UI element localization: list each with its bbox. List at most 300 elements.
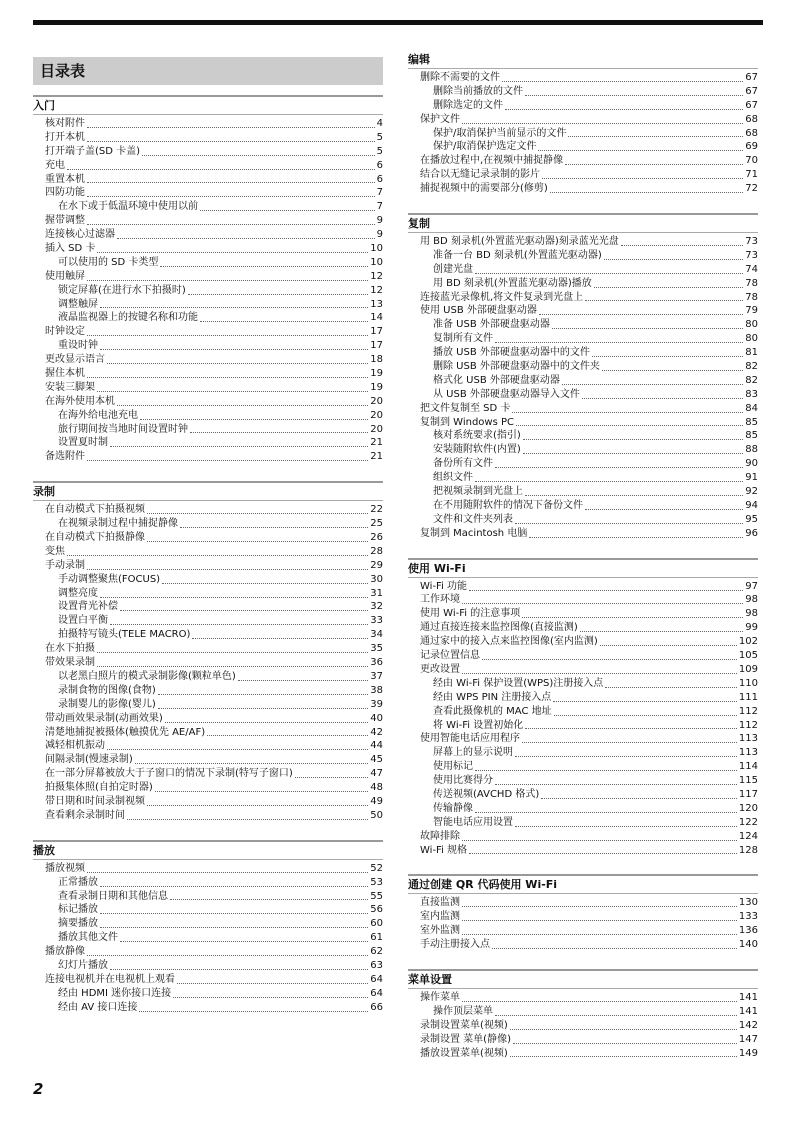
dot-leader — [97, 665, 368, 667]
toc-entry-page: 71 — [745, 169, 758, 181]
toc-entry[interactable] — [33, 795, 383, 809]
toc-entry-title: 在水下拍摄 — [45, 643, 95, 655]
dot-leader — [462, 1000, 737, 1002]
toc-entry[interactable] — [408, 127, 758, 141]
toc-entry[interactable] — [408, 830, 758, 844]
toc-entry[interactable] — [33, 573, 383, 587]
toc-entry-page: 39 — [370, 698, 383, 710]
toc-entry[interactable] — [408, 416, 758, 430]
dot-leader — [147, 804, 368, 806]
toc-entry[interactable] — [33, 1001, 383, 1015]
toc-entry[interactable] — [408, 774, 758, 788]
dot-leader — [97, 390, 368, 392]
toc-entry[interactable] — [408, 621, 758, 635]
toc-entry[interactable] — [408, 816, 758, 830]
toc-entry-page: 25 — [370, 518, 383, 530]
dot-leader — [562, 383, 743, 385]
dot-leader — [177, 982, 368, 984]
toc-entry-title: 在水下或于低温环境中使用以前 — [58, 201, 198, 213]
section-heading: 播放 — [33, 840, 383, 859]
dot-leader — [462, 672, 737, 674]
toc-entry-page: 35 — [370, 643, 383, 655]
toc-entry-title: 通过家中的接入点来监控图像(室内监测) — [420, 636, 598, 648]
toc-entry[interactable] — [408, 263, 758, 277]
toc-entry-page: 73 — [745, 236, 758, 247]
toc-entry-page: 95 — [745, 513, 758, 525]
toc-entry-title: 更改显示语言 — [45, 354, 105, 366]
toc-entry[interactable] — [408, 910, 758, 924]
toc-entry-page: 52 — [370, 862, 383, 874]
toc-entry[interactable] — [408, 332, 758, 346]
toc-entry[interactable] — [33, 876, 383, 890]
toc-entry-title: 手动录制 — [45, 559, 85, 571]
toc-entry[interactable] — [33, 186, 383, 200]
toc-entry-title: 室外监测 — [420, 925, 460, 937]
dot-leader — [120, 940, 368, 942]
toc-entry[interactable] — [33, 173, 383, 187]
toc-entry-title: 标记播放 — [58, 904, 98, 916]
toc-entry-page: 80 — [745, 319, 758, 331]
toc-entry-page: 80 — [745, 333, 758, 345]
dot-leader — [67, 554, 368, 556]
dot-leader — [127, 818, 368, 820]
dot-leader — [170, 898, 368, 900]
dot-leader — [135, 762, 368, 764]
toc-entry-page: 50 — [370, 809, 383, 821]
toc-entry[interactable] — [33, 145, 383, 159]
dot-leader — [475, 480, 743, 482]
dot-leader — [523, 438, 743, 440]
toc-entry[interactable] — [33, 698, 383, 712]
toc-section — [408, 50, 758, 196]
toc-entry[interactable] — [33, 614, 383, 628]
toc-entry-page: 31 — [370, 587, 383, 599]
section-rule — [408, 232, 758, 233]
toc-entry-page: 99 — [745, 622, 758, 634]
toc-entry[interactable] — [33, 395, 383, 409]
toc-entry[interactable] — [408, 360, 758, 374]
dot-leader — [605, 686, 737, 688]
toc-entry-title: 结合以无缝记录录制的影片 — [420, 169, 540, 181]
dot-leader — [87, 334, 368, 336]
toc-entry-page: 69 — [745, 141, 758, 153]
toc-entry[interactable] — [33, 200, 383, 214]
toc-entry[interactable] — [408, 304, 758, 318]
toc-entry[interactable] — [33, 159, 383, 173]
toc-entry[interactable] — [33, 726, 383, 740]
toc-entry-title: 录制婴儿的影像(婴儿) — [58, 698, 156, 710]
toc-entry-title: 在自动模式下拍摄视频 — [45, 504, 145, 516]
dot-leader — [158, 693, 368, 695]
toc-entry[interactable] — [33, 503, 383, 517]
toc-entry[interactable] — [33, 381, 383, 395]
toc-entry-title: 在不用随附软件的情况下备份文件 — [433, 499, 583, 511]
dot-leader — [87, 126, 375, 128]
toc-entry-title: 核对系统要求(指引) — [433, 430, 521, 442]
toc-entry[interactable] — [408, 154, 758, 168]
toc-entry-page: 53 — [370, 876, 383, 888]
dot-leader — [190, 431, 368, 433]
toc-entry-title: 带动画效果录制(动画效果) — [45, 712, 163, 724]
toc-entry-page: 85 — [745, 430, 758, 442]
dot-leader — [87, 954, 368, 956]
dot-leader — [87, 568, 368, 570]
toc-entry[interactable] — [408, 788, 758, 802]
toc-entry[interactable] — [408, 760, 758, 774]
toc-entry[interactable] — [408, 374, 758, 388]
toc-entry[interactable] — [408, 924, 758, 938]
toc-entry[interactable] — [33, 642, 383, 656]
dot-leader — [87, 279, 368, 281]
toc-entry-title: 拍摄集体照(自拍定时器) — [45, 782, 153, 794]
dot-leader — [188, 293, 368, 295]
dot-leader — [155, 790, 368, 792]
toc-entry-title: 故障排除 — [420, 830, 460, 842]
dot-leader — [565, 163, 743, 165]
toc-entry-page: 42 — [370, 726, 383, 738]
toc-entry-page: 20 — [370, 423, 383, 435]
toc-entry-page: 28 — [370, 545, 383, 557]
dot-leader — [510, 1055, 737, 1057]
toc-entry[interactable] — [33, 117, 383, 131]
toc-entry[interactable] — [33, 339, 383, 353]
toc-entry-title: 复制到 Windows PC — [420, 416, 515, 428]
toc-entry[interactable] — [33, 545, 383, 559]
toc-entry[interactable] — [33, 945, 383, 959]
toc-entry-page: 10 — [370, 256, 383, 268]
dot-leader — [475, 272, 743, 274]
toc-entry[interactable] — [33, 531, 383, 545]
toc-entry-title: 查看剩余录制时间 — [45, 809, 125, 821]
toc-entry-title: 使用触屏 — [45, 270, 85, 282]
dot-leader — [475, 769, 737, 771]
toc-entry[interactable] — [33, 450, 383, 464]
toc-entry-page: 128 — [738, 844, 758, 856]
section-rule — [33, 500, 383, 501]
toc-entry-title: 变焦 — [45, 545, 65, 557]
toc-entry-title: 旅行期间按当地时间设置时钟 — [58, 423, 188, 435]
dot-leader — [525, 94, 743, 96]
toc-entry[interactable] — [33, 228, 383, 242]
dot-leader — [552, 327, 743, 329]
toc-entry[interactable] — [33, 987, 383, 1001]
toc-entry-page: 17 — [370, 340, 383, 352]
dot-leader — [117, 237, 375, 239]
toc-entry-title: 带日期和时间录制视频 — [45, 795, 145, 807]
toc-entry[interactable] — [33, 559, 383, 573]
toc-entry[interactable] — [408, 677, 758, 691]
toc-entry-title: 可以使用的 SD 卡类型 — [58, 256, 159, 268]
dot-leader — [100, 885, 368, 887]
toc-entry[interactable] — [408, 594, 758, 608]
toc-entry-page: 105 — [738, 650, 758, 662]
toc-entry-page: 142 — [738, 1019, 758, 1031]
toc-entry[interactable] — [33, 423, 383, 437]
toc-entry-title: 播放设置菜单(视频) — [420, 1047, 508, 1059]
toc-entry[interactable] — [33, 436, 383, 450]
toc-entry[interactable] — [408, 580, 758, 594]
toc-entry-page: 38 — [370, 684, 383, 696]
toc-entry[interactable] — [33, 903, 383, 917]
toc-entry-page: 73 — [745, 249, 758, 261]
toc-entry[interactable] — [408, 1005, 758, 1019]
toc-entry[interactable] — [408, 991, 758, 1005]
toc-entry-title: 锁定屏幕(在进行水下拍摄时) — [58, 284, 186, 296]
toc-entry[interactable] — [408, 182, 758, 196]
toc-entry-page: 84 — [745, 402, 758, 414]
toc-entry[interactable] — [408, 402, 758, 416]
toc-entry[interactable] — [408, 513, 758, 527]
toc-entry[interactable] — [408, 1019, 758, 1033]
toc-entry[interactable] — [33, 781, 383, 795]
toc-entry[interactable] — [408, 443, 758, 457]
toc-entry-page: 94 — [745, 499, 758, 511]
toc-entry-title: 安装随附软件(内置) — [433, 444, 521, 456]
toc-entry-title: 删除 USB 外部硬盘驱动器中的文件夹 — [433, 361, 600, 373]
toc-entry-title: 删除不需要的文件 — [420, 71, 500, 83]
toc-entry[interactable] — [33, 767, 383, 781]
toc-entry-page: 29 — [370, 559, 383, 571]
toc-entry-page: 34 — [370, 629, 383, 641]
toc-entry[interactable] — [408, 485, 758, 499]
toc-entry[interactable] — [33, 712, 383, 726]
toc-entry-title: 播放其他文件 — [58, 932, 118, 944]
toc-entry[interactable] — [408, 249, 758, 263]
toc-entry-title: 使用 Wi-Fi 的注意事项 — [420, 608, 521, 620]
toc-entry[interactable] — [33, 656, 383, 670]
toc-entry-page: 6 — [376, 173, 383, 185]
section-gap — [33, 464, 383, 481]
dot-leader — [469, 589, 743, 591]
toc-entry[interactable] — [33, 931, 383, 945]
toc-entry-title: 工作环境 — [420, 594, 460, 606]
toc-entry-title: 安装三脚架 — [45, 381, 95, 393]
dot-leader — [87, 223, 375, 225]
toc-entry-title: 连接核心过滤器 — [45, 229, 115, 241]
toc-entry[interactable] — [33, 131, 383, 145]
toc-entry-page: 20 — [370, 409, 383, 421]
dot-leader — [200, 320, 368, 322]
toc-entry-page: 14 — [370, 312, 383, 324]
toc-entry[interactable] — [408, 388, 758, 402]
toc-entry[interactable] — [33, 311, 383, 325]
toc-entry-title: 智能电话应用设置 — [433, 816, 513, 828]
toc-entry[interactable] — [408, 291, 758, 305]
dot-leader — [621, 244, 744, 246]
toc-entry[interactable] — [408, 457, 758, 471]
toc-entry-page: 82 — [745, 361, 758, 373]
toc-entry-page: 21 — [370, 437, 383, 449]
toc-entry[interactable] — [408, 471, 758, 485]
toc-entry[interactable] — [408, 719, 758, 733]
toc-entry-page: 17 — [370, 326, 383, 338]
toc-entry[interactable] — [33, 973, 383, 987]
toc-entry[interactable] — [33, 628, 383, 642]
toc-entry[interactable] — [408, 691, 758, 705]
toc-entry[interactable] — [33, 684, 383, 698]
toc-entry-page: 18 — [370, 354, 383, 366]
dot-leader — [523, 452, 743, 454]
toc-entry-page: 83 — [745, 388, 758, 400]
toc-entry[interactable] — [33, 753, 383, 767]
toc-entry[interactable] — [408, 99, 758, 113]
toc-entry-title: 清楚地捕捉被摄体(触摸优先 AE/AF) — [45, 726, 206, 738]
section-gap — [408, 857, 758, 874]
toc-entry[interactable] — [33, 917, 383, 931]
toc-entry[interactable] — [408, 635, 758, 649]
toc-entry-title: 重设时钟 — [58, 340, 98, 352]
dot-leader — [120, 609, 368, 611]
dot-leader — [147, 512, 368, 514]
toc-entry-title: 播放视频 — [45, 862, 85, 874]
dot-leader — [87, 140, 375, 142]
toc-entry-title: 从 USB 外部硬盘驱动器导入文件 — [433, 388, 580, 400]
toc-entry[interactable] — [408, 140, 758, 154]
dot-leader — [510, 1028, 737, 1030]
dot-leader — [107, 362, 368, 364]
toc-entry[interactable] — [408, 85, 758, 99]
toc-entry[interactable] — [33, 809, 383, 823]
toc-section — [408, 874, 758, 952]
toc-entry[interactable] — [408, 527, 758, 541]
toc-entry[interactable] — [408, 663, 758, 677]
toc-entry[interactable] — [408, 705, 758, 719]
toc-entry-title: 经由 Wi-Fi 保护设置(WPS)注册接入点 — [433, 677, 604, 689]
toc-entry-page: 40 — [370, 712, 383, 724]
dot-leader — [568, 135, 743, 137]
toc-entry-page: 133 — [738, 911, 758, 923]
toc-entry-title: 传输静像 — [433, 802, 473, 814]
toc-entry[interactable] — [33, 325, 383, 339]
dot-leader — [585, 508, 743, 510]
dot-leader — [495, 341, 743, 343]
toc-entry[interactable] — [408, 1047, 758, 1061]
toc-entry-page: 61 — [370, 932, 383, 944]
toc-entry[interactable] — [33, 284, 383, 298]
dot-leader — [602, 369, 743, 371]
toc-entry[interactable] — [408, 235, 758, 249]
toc-entry[interactable] — [408, 318, 758, 332]
dot-leader — [580, 630, 743, 632]
toc-entry[interactable] — [408, 649, 758, 663]
toc-entry[interactable] — [33, 517, 383, 531]
toc-entry-title: 时钟设定 — [45, 326, 85, 338]
toc-entry[interactable] — [33, 670, 383, 684]
toc-entry-page: 21 — [370, 451, 383, 463]
toc-entry[interactable] — [33, 270, 383, 284]
toc-section — [33, 481, 383, 822]
toc-entry-title: 调整亮度 — [58, 587, 98, 599]
dot-leader — [67, 168, 375, 170]
dot-leader — [522, 741, 737, 743]
toc-entry[interactable] — [33, 959, 383, 973]
toc-entry[interactable] — [33, 601, 383, 615]
toc-entry-page: 64 — [370, 973, 383, 985]
toc-entry[interactable] — [33, 409, 383, 423]
dot-leader — [475, 811, 737, 813]
dot-leader — [553, 700, 737, 702]
toc-entry[interactable] — [408, 277, 758, 291]
dot-leader — [100, 912, 368, 914]
toc-entry[interactable] — [408, 896, 758, 910]
toc-entry[interactable] — [408, 607, 758, 621]
toc-entry[interactable] — [33, 739, 383, 753]
toc-entry-title: 在一部分屏幕被放大于子窗口的情况下录制(特写子窗口) — [45, 768, 293, 780]
toc-entry[interactable] — [33, 256, 383, 270]
section-gap — [408, 196, 758, 213]
top-rule — [33, 20, 763, 25]
toc-entry[interactable] — [408, 1033, 758, 1047]
toc-entry-title: 查看录制日期和其他信息 — [58, 890, 168, 902]
toc-entry-title: 捕捉视频中的需要部分(修剪) — [420, 183, 548, 195]
toc-entry[interactable] — [33, 862, 383, 876]
toc-entry-title: 减轻相机振动 — [45, 740, 105, 752]
dot-leader — [482, 658, 737, 660]
toc-entry[interactable] — [408, 71, 758, 85]
toc-entry-title: 通过直接连接来监控图像(直接监测) — [420, 622, 578, 634]
toc-section — [408, 558, 758, 858]
toc-entry[interactable] — [408, 429, 758, 443]
dot-leader — [502, 80, 743, 82]
toc-entry-page: 44 — [370, 740, 383, 752]
toc-entry[interactable] — [33, 298, 383, 312]
toc-entry-page: 37 — [370, 670, 383, 682]
toc-entry[interactable] — [408, 499, 758, 513]
toc-entry[interactable] — [408, 746, 758, 760]
toc-entry-page: 20 — [370, 395, 383, 407]
toc-section — [33, 95, 383, 464]
toc-entry[interactable] — [408, 113, 758, 127]
toc-entry-title: 录制设置菜单(视频) — [420, 1019, 508, 1031]
toc-entry[interactable] — [408, 844, 758, 858]
toc-entry-title: 设置背光补偿 — [58, 601, 118, 613]
toc-entry-title: 复制所有文件 — [433, 333, 493, 345]
toc-entry[interactable] — [408, 938, 758, 952]
toc-entry[interactable] — [408, 732, 758, 746]
toc-entry[interactable] — [33, 353, 383, 367]
toc-entry-title: Wi-Fi 功能 — [420, 580, 468, 592]
toc-entry-page: 90 — [745, 458, 758, 470]
toc-entry-title: 经由 HDMI 迷你接口连接 — [58, 987, 172, 999]
toc-entry-page: 79 — [745, 305, 758, 317]
toc-entry-page: 30 — [370, 573, 383, 585]
toc-entry[interactable] — [408, 168, 758, 182]
toc-entry-page: 62 — [370, 946, 383, 958]
toc-entry[interactable] — [408, 346, 758, 360]
toc-entry-page: 19 — [370, 368, 383, 380]
toc-entry[interactable] — [33, 890, 383, 904]
toc-entry-page: 12 — [370, 270, 383, 282]
toc-entry-title: 把视频录制到光盘上 — [433, 486, 523, 498]
toc-entry-page: 4 — [376, 117, 383, 129]
toc-entry-page: 22 — [370, 504, 383, 516]
toc-entry-page: 33 — [370, 615, 383, 627]
toc-entry-title: 保护/取消保护当前显示的文件 — [433, 127, 567, 139]
toc-entry-title: 传送视频(AVCHD 格式) — [433, 788, 540, 800]
toc-entry[interactable] — [33, 214, 383, 228]
toc-entry[interactable] — [33, 587, 383, 601]
toc-entry[interactable] — [408, 802, 758, 816]
toc-entry-title: 删除当前播放的文件 — [433, 85, 523, 97]
dot-leader — [142, 154, 375, 156]
dot-leader — [554, 714, 737, 716]
toc-entry-page: 49 — [370, 795, 383, 807]
toc-entry-title: 播放 USB 外部硬盘驱动器中的文件 — [433, 347, 590, 359]
toc-entry[interactable] — [33, 367, 383, 381]
dot-leader — [542, 177, 743, 179]
toc-entry[interactable] — [33, 242, 383, 256]
toc-entry-page: 7 — [376, 187, 383, 199]
